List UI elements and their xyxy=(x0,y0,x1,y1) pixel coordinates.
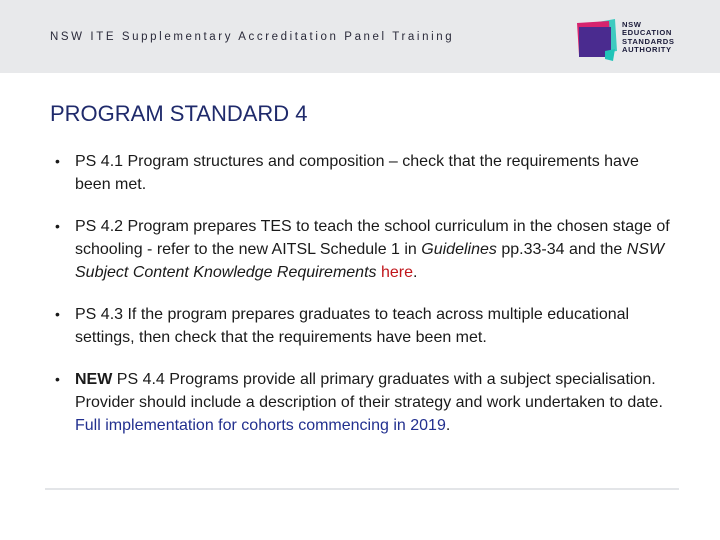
bullet-marker: • xyxy=(55,371,60,387)
guidelines-reference: Guidelines xyxy=(421,241,497,258)
bullet-item-ps-4-2: • PS 4.2 Program prepares TES to teach the school curriculum in the chosen stage of schooling - refer to the new AITSL Schedule 1 in Guidelines pp.33-34 and the NSW Subject Content Knowledge Requirements here. xyxy=(52,215,672,284)
nesa-logo-text: NSW EDUCATION STANDARDS AUTHORITY xyxy=(622,20,675,55)
here-link[interactable]: here xyxy=(380,264,413,281)
new-label: NEW xyxy=(75,371,113,388)
bullet-marker: • xyxy=(55,153,60,169)
bullet-item-ps-4-4: • NEW PS 4.4 Programs provide all primary graduates with a subject specialisation. Provider should include a description of their strategy and work undertaken to date. Full implementation for cohorts commencing in 2019. xyxy=(52,368,672,437)
bullet-item-ps-4-1: • PS 4.1 Program structures and composition – check that the requirements have been met. xyxy=(52,150,672,196)
implementation-note: Full implementation for cohorts commencing in 2019 xyxy=(75,417,446,434)
presentation-title: NSW ITE Supplementary Accreditation Panel Training xyxy=(50,31,455,43)
header-bar xyxy=(0,0,720,73)
bullet-list xyxy=(52,150,672,437)
slide-title: PROGRAM STANDARD 4 xyxy=(50,101,308,126)
bullet-marker: • xyxy=(55,218,60,234)
bullet-marker: • xyxy=(55,306,60,322)
bullet-item-ps-4-3: • PS 4.3 If the program prepares graduates to teach across multiple educational settings, then check that the requirements have been met. xyxy=(52,303,672,349)
requirements-reference: NSW Subject Content Knowledge Requirements xyxy=(75,241,665,281)
nesa-logo xyxy=(575,15,685,61)
footer-divider xyxy=(45,488,679,490)
nesa-logo-icon xyxy=(575,15,619,61)
